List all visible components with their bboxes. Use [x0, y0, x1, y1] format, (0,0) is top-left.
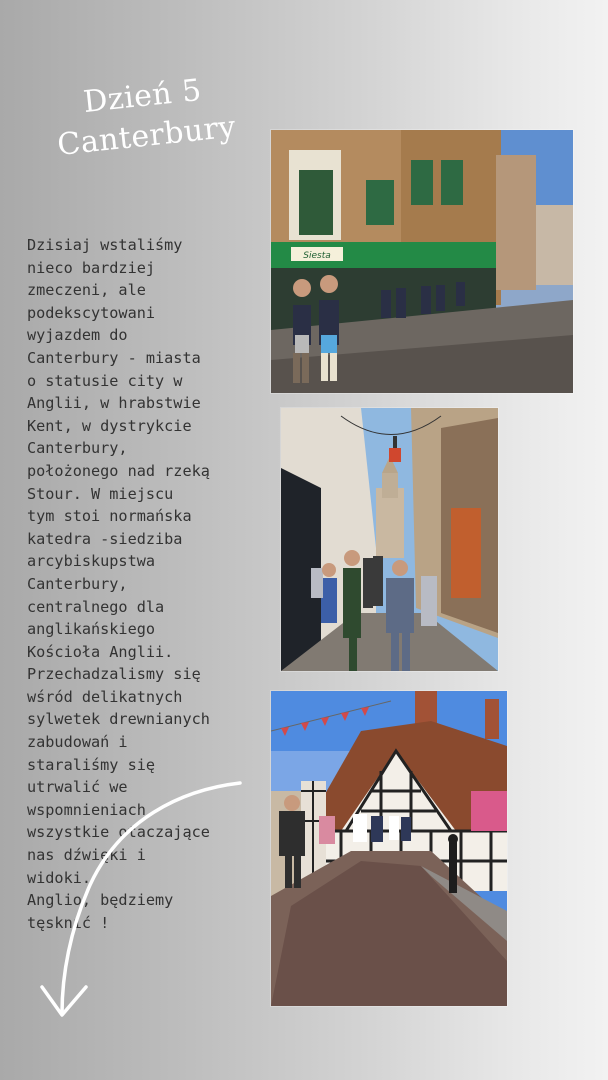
timber-framed-building-photo — [271, 691, 507, 1006]
title-day: Dzień 5 — [81, 72, 204, 121]
curved-arrow-down-icon — [30, 775, 245, 1025]
street-with-shops-photo — [271, 130, 573, 393]
narrow-street-cathedral-photo — [281, 408, 498, 671]
siesta-sign-text: Siesta — [303, 251, 331, 261]
title-city: Canterbury — [55, 109, 238, 163]
page-title — [36, 66, 253, 168]
story-text: Dzisiaj wstaliśmy nieco bardziej zmeczeni, ale podekscytowani wyjazdem do Canterbury - miasta o statusie city w Anglii, w hrabstwie Kent, w dystrykcie Canterbury, położonego nad rzeką Stour. W miejscu tym stoi normańska katedra -siedziba arcybiskupstwa Canterbury, centralnego dla anglikańskiego Kościoła Anglii. Przechadzalismy się wśród delikatnych sylwetek drewnianych zabudowań i staraliśmy się utrwalić we wspomnieniach wszystkie otaczające nas dźwięki i widoki. Anglio, będziemy tęsknić ! — [27, 236, 210, 932]
